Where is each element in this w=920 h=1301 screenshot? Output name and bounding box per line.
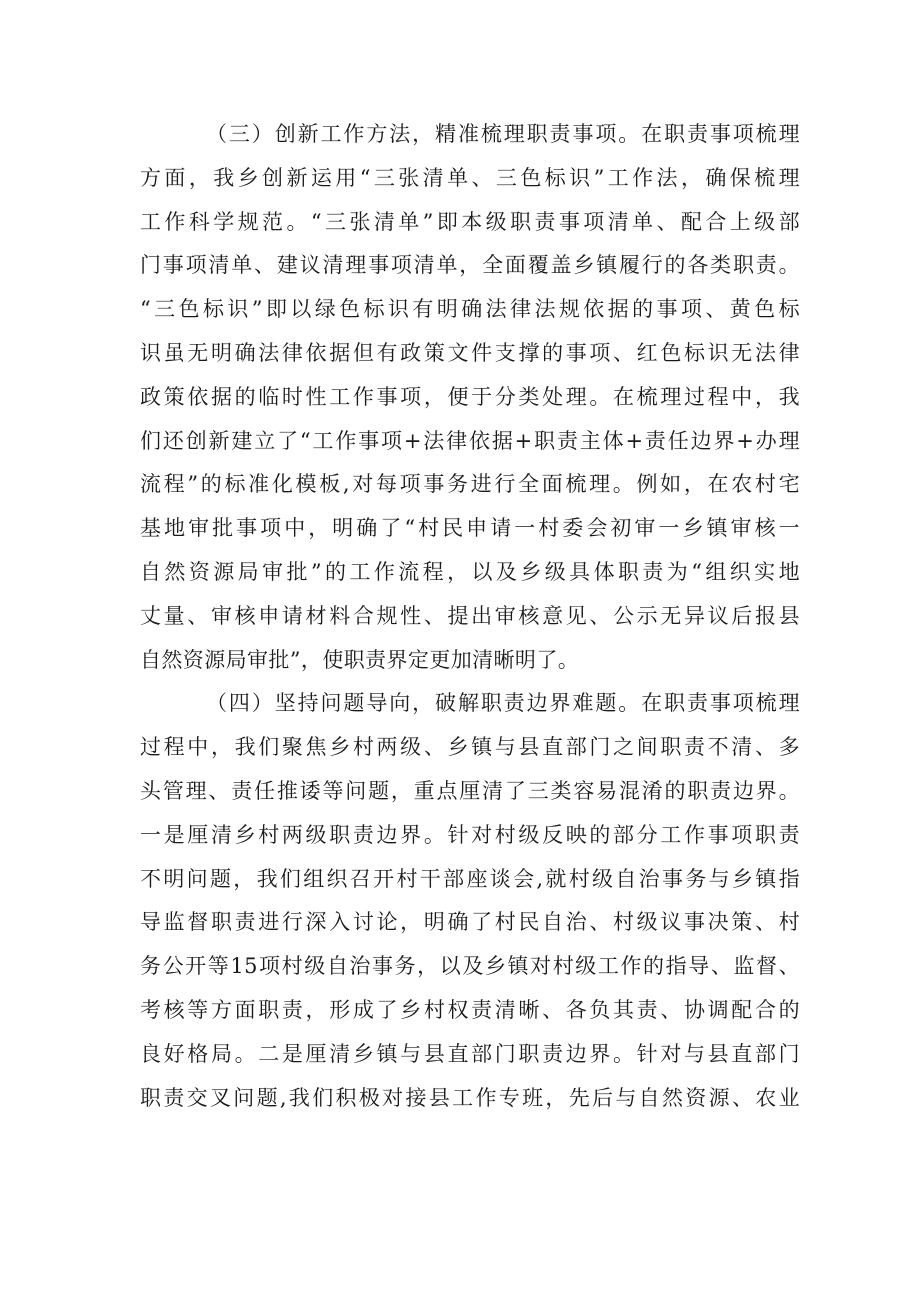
text-line: 务公开等15项村级自治事务，以及乡镇对村级工作的指导、监督、 xyxy=(140,954,800,979)
text-line: 良好格局。二是厘清乡镇与县直部门职责边界。针对与县直部门 xyxy=(140,1041,800,1066)
document-body xyxy=(140,113,800,1120)
text-line: 政策依据的临时性工作事项，便于分类处理。在梳理过程中，我 xyxy=(140,384,800,409)
text-line: 自然资源局审批”，使职责界定更加清晰明了。 xyxy=(140,647,580,672)
text-line: “三色标识”即以绿色标识有明确法律法规依据的事项、黄色标 xyxy=(140,297,800,322)
text-line: 基地审批事项中，明确了“村民申请一村委会初审一乡镇审核一 xyxy=(140,516,800,541)
paragraph-section-4 xyxy=(140,682,800,1120)
text-line: （四）坚持问题导向，破解职责边界难题。在职责事项梳理 xyxy=(206,691,800,716)
text-line: 门事项清单、建议清理事项清单，全面覆盖乡镇履行的各类职责。 xyxy=(140,253,800,278)
text-line: 考核等方面职责，形成了乡村权责清晰、各负其责、协调配合的 xyxy=(140,997,800,1022)
text-line: 不明问题，我们组织召开村干部座谈会,就村级自治事务与乡镇指 xyxy=(140,866,800,891)
text-line: 导监督职责进行深入讨论，明确了村民自治、村级议事决策、村 xyxy=(140,910,800,935)
text-line: 职责交叉问题,我们积极对接县工作专班，先后与自然资源、农业 xyxy=(140,1085,800,1110)
text-line: 们还创新建立了“工作事项+法律依据+职责主体+责任边界+办理 xyxy=(140,428,800,453)
text-line: （三）创新工作方法，精准梳理职责事项。在职责事项梳理 xyxy=(206,122,800,146)
text-line: 识虽无明确法律依据但有政策文件支撑的事项、红色标识无法律 xyxy=(140,340,800,365)
paragraph-section-3 xyxy=(140,113,800,682)
text-line: 方面，我乡创新运用“三张清单、三色标识”工作法，确保梳理 xyxy=(140,165,800,190)
text-line: 流程”的标准化模板,对每项事务进行全面梳理。例如，在农村宅 xyxy=(140,472,800,497)
text-line: 丈量、审核申请材料合规性、提出审核意见、公示无异议后报县 xyxy=(140,603,800,628)
text-line: 头管理、责任推诿等问题，重点厘清了三类容易混淆的职责边界。 xyxy=(140,778,800,803)
text-line: 一是厘清乡村两级职责边界。针对村级反映的部分工作事项职责 xyxy=(140,822,800,847)
text-line: 自然资源局审批”的工作流程，以及乡级具体职责为“组织实地 xyxy=(140,559,800,584)
text-line: 过程中，我们聚焦乡村两级、乡镇与县直部门之间职责不清、多 xyxy=(140,735,800,760)
text-line: 工作科学规范。“三张清单”即本级职责事项清单、配合上级部 xyxy=(140,209,800,234)
